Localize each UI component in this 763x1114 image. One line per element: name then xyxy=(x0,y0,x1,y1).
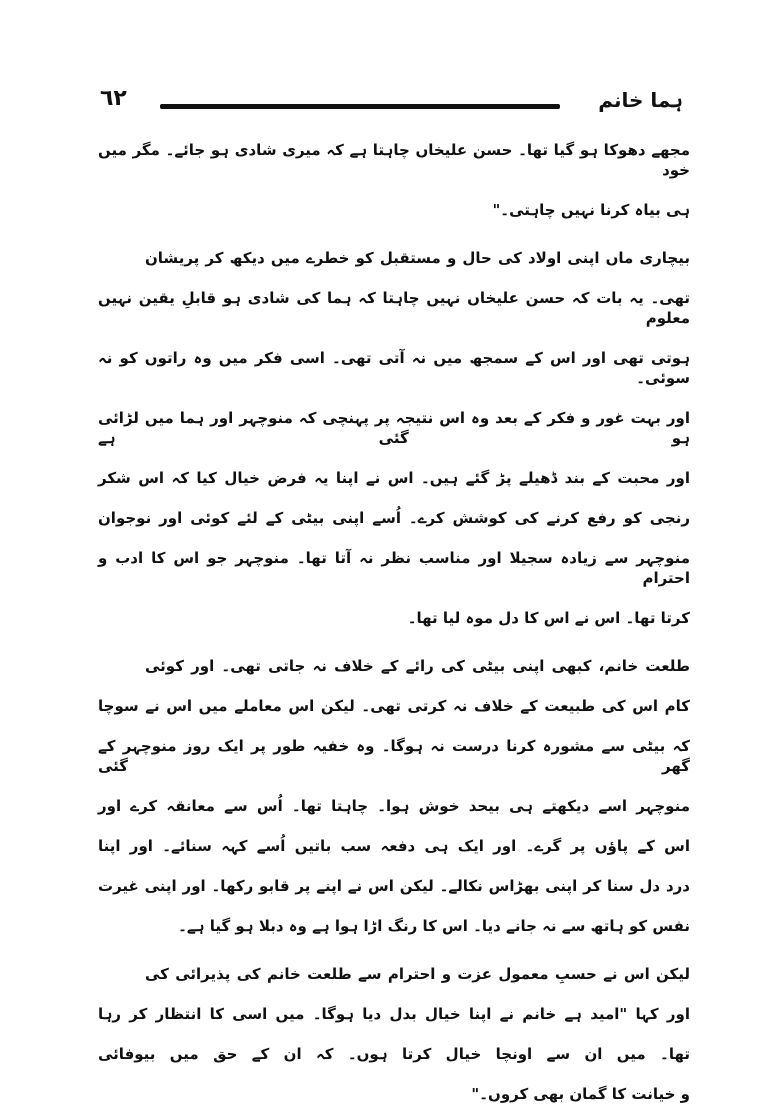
text-line: اس کے پاؤں پر گرے۔ اور ایک ہی دفعہ سب باتیں اُسے کہہ سنائے۔ اور اپنا xyxy=(98,837,690,855)
page-number: ٦٢ xyxy=(100,86,127,111)
page-body xyxy=(98,130,690,1114)
text-line: مجھے دھوکا ہو گیا تھا۔ حسن علیخاں چاہتا ہے کہ میری شادی ہو جائے۔ مگر میں خود xyxy=(98,141,690,179)
text-line: تھی۔ یہ بات کہ حسن علیخاں نہیں چاہتا کہ ہما کی شادی ہو قابلِ یقین نہیں معلوم xyxy=(98,289,690,327)
text-line: اور بہت غور و فکر کے بعد وہ اس نتیجہ پر پہنچی کہ منوچہر اور ہما میں لڑائی ہو گئی ہے xyxy=(98,409,690,447)
text-line: بیچاری ماں اپنی اولاد کی حال و مستقبل کو خطرے میں دیکھ کر پریشان xyxy=(145,249,690,267)
text-line: و خیانت کا گمان بھی کروں۔" xyxy=(471,1085,690,1103)
text-line: کہ بیٹی سے مشورہ کرنا درست نہ ہوگا۔ وہ خفیہ طور پر ایک روز منوچہر کے گھر گئی xyxy=(98,737,690,775)
text-line: طلعت خانم، کبھی اپنی بیٹی کی رائے کے خلاف نہ جاتی تھی۔ اور کوئی xyxy=(145,657,690,675)
text-line: درد دل سنا کر اپنی بھڑاس نکالے۔ لیکن اس نے اپنے پر قابو رکھا۔ اور اپنی غیرت xyxy=(98,877,690,895)
text-line: کام اس کی طبیعت کے خلاف نہ کرتی تھی۔ لیکن اس معاملے میں اس نے سوچا xyxy=(98,697,690,715)
book-title: ہما خانم xyxy=(598,88,683,112)
text-line: نفس کو ہاتھ سے نہ جانے دیا۔ اس کا رنگ اڑا ہوا ہے وہ دبلا ہو گیا ہے۔ xyxy=(178,917,690,935)
header-rule xyxy=(160,104,560,109)
text-line: تھا۔ میں ان سے اونچا خیال کرتا ہوں۔ کہ ان کے حق میں بیوفائی xyxy=(98,1045,690,1063)
text-line: اور محبت کے بند ڈھیلے پڑ گئے ہیں۔ اس نے اپنا یہ فرض خیال کیا کہ اس شکر xyxy=(98,469,690,487)
text-line: اور کہا "امید ہے خانم نے اپنا خیال بدل دیا ہوگا۔ میں اسی کا انتظار کر رہا xyxy=(98,1005,690,1023)
text-line: ہی بیاہ کرنا نہیں چاہتی۔" xyxy=(492,201,690,219)
text-line: لیکن اس نے حسبِ معمول عزت و احترام سے طلعت خانم کی پذیرائی کی xyxy=(145,965,690,983)
text-line: رنجی کو رفع کرنے کی کوشش کرے۔ اُسے اپنی بیٹی کے لئے کوئی اور نوجوان xyxy=(98,509,690,527)
text-line: ہوتی تھی اور اس کے سمجھ میں نہ آتی تھی۔ اسی فکر میں وہ راتوں کو نہ سوئی۔ xyxy=(98,349,690,387)
text-line: منوچہر اسے دیکھتے ہی بیحد خوش ہوا۔ چاہتا تھا۔ اُس سے معانقہ کرے اور xyxy=(98,797,690,815)
text-line: کرتا تھا۔ اس نے اس کا دل موہ لیا تھا۔ xyxy=(407,609,690,627)
text-line: منوچہر سے زیادہ سجیلا اور مناسب نظر نہ آتا تھا۔ منوچہر جو اس کا ادب و احترام xyxy=(98,549,690,587)
